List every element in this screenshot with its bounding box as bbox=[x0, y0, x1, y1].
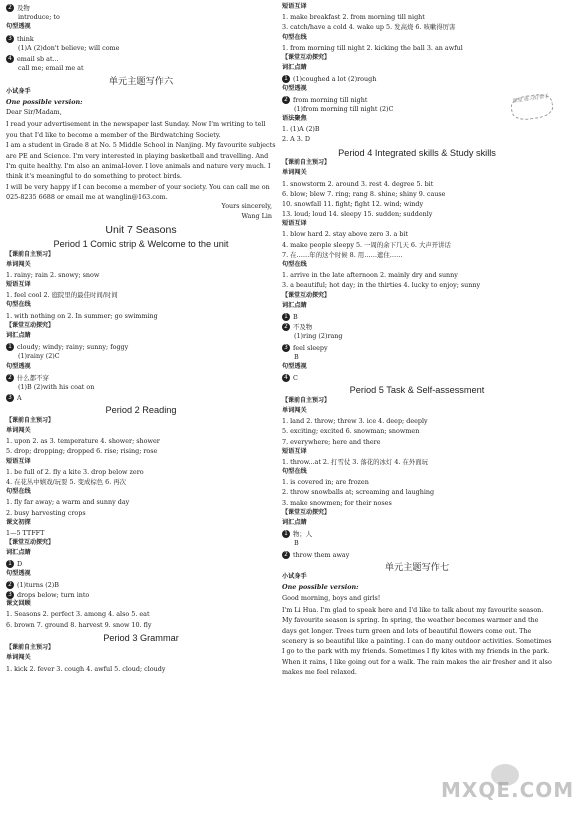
section-heading: 句型透视 bbox=[282, 84, 307, 92]
version-label: One possible version: bbox=[282, 583, 359, 592]
period-title: 单元主题写作七 bbox=[384, 561, 450, 572]
answer-line: 5. drop; dropping; dropped 6. rise; rising; rose bbox=[6, 447, 158, 456]
section-heading: 课文初探 bbox=[6, 518, 31, 526]
answer-line: 5. exciting; excited 6. snowman; snowmen bbox=[282, 427, 420, 436]
answer-line: 13. loud; loud 14. sleepy 15. sudden; suddenly bbox=[282, 210, 433, 219]
section-heading: 短语互译 bbox=[6, 457, 31, 465]
item-number-badge: 1 bbox=[282, 530, 290, 538]
answer-line: 1. fly far away; a warm and sunny day bbox=[6, 498, 130, 507]
answer-text: A bbox=[17, 394, 22, 403]
answer-stamp: 课堂 练习好帮手 bbox=[510, 92, 555, 122]
item-number-badge: 2 bbox=[6, 374, 14, 382]
item-number-badge: 3 bbox=[6, 35, 14, 43]
section-heading: 单词闯关 bbox=[6, 427, 31, 434]
period-title: 单元主题写作六 bbox=[108, 76, 174, 87]
answer-text: 不及物 bbox=[293, 323, 313, 332]
section-heading: 单词闯关 bbox=[6, 654, 31, 662]
answer-line: 1. rainy; rain 2. snowy; snow bbox=[6, 270, 100, 279]
answer-text: throw them away bbox=[293, 550, 350, 559]
answer-subline: introduce; to bbox=[18, 13, 60, 22]
period-title: Period 5 Task & Self-assessment bbox=[349, 385, 485, 396]
version-label: One possible version: bbox=[6, 98, 83, 106]
stage-label: 【课前自主预习】 bbox=[6, 644, 55, 652]
answer-line: 2. busy harvesting crops bbox=[6, 508, 86, 517]
period-title: Period 1 Comic strip & Welcome to the unit bbox=[53, 239, 229, 249]
answer-line: 1. upon 2. as 3. temperature 4. shower; shower bbox=[6, 437, 160, 446]
answer-line: 6. blow; blew 7. ring; rang 8. shine; shiny 9. cause bbox=[282, 189, 446, 198]
section-heading: 单词闯关 bbox=[6, 260, 31, 268]
answer-subline: (1)B (2)with his coat on bbox=[18, 382, 95, 391]
answer-line: 1. with nothing on 2. In summer; go swimming bbox=[6, 311, 158, 320]
essay-paragraph: I read your advertisement in the newspaper last Sunday. Now I'm writing to tell you that I'd like to become a member of the Birdwatching Society. bbox=[6, 120, 266, 139]
answer-subline: B bbox=[294, 539, 299, 548]
signature-line: Yours sincerely, bbox=[221, 201, 272, 210]
answer-line: Dear Sir/Madam, bbox=[6, 108, 62, 117]
period-title: Period 4 Integrated skills & Study skills bbox=[338, 147, 496, 158]
item-number-badge: 2 bbox=[282, 323, 290, 331]
answer-line: 7. everywhere; here and there bbox=[282, 437, 381, 446]
signature-line: Wang Lin bbox=[241, 211, 272, 220]
section-heading: 句型透视 bbox=[282, 362, 307, 370]
stage-label: 【课前自主预习】 bbox=[6, 416, 55, 424]
unit-title: Unit 7 Seasons bbox=[105, 224, 177, 236]
section-heading: 句型在线 bbox=[282, 261, 307, 268]
section-heading: 单词闯关 bbox=[282, 169, 307, 177]
answer-line: 4. make people sleepy 5. 一周的余下几天 6. 大声开讲话 bbox=[282, 240, 451, 249]
item-number-badge: 1 bbox=[282, 313, 290, 321]
answer-line: 1. blow hard 2. stay above zero 3. a bit bbox=[282, 230, 409, 239]
section-heading: 句型在线 bbox=[282, 33, 307, 41]
section-heading: 短语互译 bbox=[282, 3, 307, 10]
answer-item bbox=[282, 530, 552, 540]
answer-line: 1. land 2. throw; threw 3. ice 4. deep; deeply bbox=[282, 417, 428, 426]
answer-subline: (1)ring (2)rang bbox=[294, 332, 343, 341]
stage-label: 【课前自主预习】 bbox=[282, 159, 331, 167]
answer-text: 什么都不穿 bbox=[17, 373, 49, 382]
answer-line: 1. be full of 2. fly a kite 3. drop below zero bbox=[6, 467, 144, 476]
stage-label: 【课堂互动探究】 bbox=[282, 508, 331, 516]
answer-line: 1. (1)A (2)B bbox=[282, 125, 320, 134]
answer-item bbox=[282, 551, 552, 561]
item-number-badge: 3 bbox=[6, 591, 14, 599]
answer-text: (1)turns (2)B bbox=[17, 580, 59, 589]
item-number-badge: 3 bbox=[282, 344, 290, 352]
section-heading: 句型透视 bbox=[6, 362, 31, 370]
answer-text: D bbox=[17, 560, 23, 569]
section-heading: 句型透视 bbox=[6, 23, 31, 31]
section-heading: 句型在线 bbox=[6, 488, 31, 496]
answer-line: 1. kick 2. fever 3. cough 4. awful 5. cloud; cloudy bbox=[6, 664, 166, 673]
section-heading: 短语互译 bbox=[6, 281, 31, 289]
section-heading: 小试身手 bbox=[6, 87, 31, 95]
item-number-badge: 3 bbox=[6, 394, 14, 402]
answer-item bbox=[282, 374, 552, 384]
answer-item bbox=[282, 75, 552, 85]
answer-text: cloudy; windy; rainy; sunny; foggy bbox=[17, 343, 129, 352]
essay-paragraph: I'm Li Hua. I'm glad to speak here and I'd like to talk about my favourite season. My favourite season is spring. In spring, the weather becomes warmer and the days get longer. Trees turn green and lots of beautiful flowers come out. The scenery is so beautiful like a painting. I can do many outdoor activities. Sometimes I go to the park with my friends. Sometimes I fly kites with my friends in the park. When it rains, I like going out for a walk. The rain makes the air fresher and it also makes me feel relaxed. bbox=[282, 605, 552, 677]
left-column bbox=[6, 4, 276, 676]
answer-subline: call me; email me at bbox=[18, 64, 84, 73]
section-heading: 单词闯关 bbox=[282, 406, 307, 414]
answer-item bbox=[6, 394, 276, 404]
answer-line: 2. A 3. D bbox=[282, 135, 311, 144]
answer-line: 1. is covered in; are frozen bbox=[282, 478, 369, 487]
answer-item bbox=[6, 560, 276, 570]
answer-line: 1. throw...at 2. 打雪仗 3. 落花的冰灯 4. 在外面玩 bbox=[282, 457, 429, 466]
answer-item bbox=[282, 344, 552, 354]
answer-line: Good morning, boys and girls! bbox=[282, 593, 381, 602]
answer-text: feel sleepy bbox=[293, 343, 328, 352]
answer-subline: (1)A (2)don't believe; will come bbox=[18, 43, 120, 52]
answer-line: 1. feel cool 2. 庭院里的最佳时间/时间 bbox=[6, 291, 118, 300]
section-heading: 小试身手 bbox=[282, 573, 307, 581]
answer-subline: (1)rainy (2)C bbox=[18, 352, 60, 361]
answer-text: drops below; turn into bbox=[17, 591, 90, 599]
answer-line: 10. snowfall 11. fight; fight 12. wind; windy bbox=[282, 199, 424, 208]
item-number-badge: 2 bbox=[6, 4, 14, 12]
answer-line: 4. 在花丛中嬉戏/玩耍 5. 变成棕色 6. 再次 bbox=[6, 477, 127, 486]
stage-label: 【课前自主预习】 bbox=[282, 396, 331, 404]
stage-label: 【课堂互动探究】 bbox=[282, 53, 331, 61]
section-heading: 词汇点睛 bbox=[282, 64, 307, 72]
answer-text: (1)coughed a lot (2)rough bbox=[293, 75, 377, 84]
answer-text: 物；人 bbox=[293, 530, 313, 539]
section-heading: 短语互译 bbox=[282, 220, 307, 228]
section-heading: 词汇点睛 bbox=[6, 332, 31, 339]
answer-text: C bbox=[293, 374, 298, 383]
stage-label: 【课堂互动探究】 bbox=[6, 539, 55, 547]
answer-line: 6. brown 7. ground 8. harvest 9. snow 10. fly bbox=[6, 620, 152, 629]
item-number-badge: 2 bbox=[282, 551, 290, 559]
stage-label: 【课堂互动探究】 bbox=[282, 291, 331, 299]
answer-line: 1. arrive in the late afternoon 2. mainly dry and sunny bbox=[282, 271, 458, 280]
answer-text: B bbox=[293, 312, 298, 321]
answer-line: 1. from morning till night 2. kicking the ball 3. an awful bbox=[282, 43, 463, 52]
section-heading: 词汇点睛 bbox=[282, 301, 307, 309]
item-number-badge: 1 bbox=[282, 75, 290, 83]
watermark-text: MXQE.COM bbox=[441, 778, 574, 802]
answer-line: 7. 在……年的这个时候 8. 用……遮住…… bbox=[282, 250, 403, 259]
answer-subline: (1)from morning till night (2)C bbox=[294, 104, 394, 113]
answer-subline: B bbox=[294, 352, 299, 361]
answer-item bbox=[6, 581, 276, 591]
answer-line: 1. snowstorm 2. around 3. rest 4. degree 5. bit bbox=[282, 179, 434, 188]
section-heading: 课文回顾 bbox=[6, 600, 31, 608]
period-title: Period 2 Reading bbox=[105, 405, 177, 416]
stage-label: 【课前自主预习】 bbox=[6, 250, 55, 258]
item-number-badge: 2 bbox=[282, 96, 290, 104]
item-number-badge: 1 bbox=[6, 343, 14, 351]
item-number-badge: 4 bbox=[6, 55, 14, 63]
period-title: Period 3 Grammar bbox=[103, 632, 179, 643]
essay-paragraph: I am a student in Grade 8 at No. 5 Middle School in Nanjing. My favourite subjects are PE and Science. I'm very interested in playing basketball and travelling. And I'm quite healthy. I'm also an animal-lover. I love animals and nature very much. I think it's meaningful to do something to protect birds. bbox=[6, 141, 276, 181]
item-number-badge: 1 bbox=[6, 560, 14, 568]
answer-line: 3. a beautiful; hot day; in the thirties 4. lucky to enjoy; sunny bbox=[282, 281, 481, 290]
answer-item bbox=[282, 313, 552, 323]
section-heading: 句型在线 bbox=[6, 301, 31, 309]
answer-text: think bbox=[17, 34, 34, 43]
section-heading: 词汇点睛 bbox=[6, 549, 31, 557]
answer-item bbox=[6, 591, 276, 601]
stage-label: 【课堂互动探究】 bbox=[6, 321, 55, 329]
answer-line: 2. throw snowballs at; screaming and laughing bbox=[282, 488, 435, 497]
section-heading: 句型透视 bbox=[6, 569, 31, 577]
section-heading: 句型在线 bbox=[282, 468, 307, 476]
answer-text: email sb at... bbox=[17, 54, 59, 63]
answer-line: 1. Seasons 2. perfect 3. among 4. also 5. eat bbox=[6, 610, 150, 619]
answer-text: from morning till night bbox=[293, 95, 368, 104]
answer-line: 3. make snowmen; for their noses bbox=[282, 498, 392, 507]
answer-line: 3. catch/have a cold 4. wake up 5. 发高烧 6. 咳嗽得厉害 bbox=[282, 23, 456, 32]
answer-line: 1—5 TTFFT bbox=[6, 528, 45, 537]
answer-text: 及物 bbox=[17, 4, 30, 12]
section-heading: 短语互译 bbox=[282, 447, 307, 455]
section-heading: 词汇点睛 bbox=[282, 519, 307, 526]
answer-line: 1. make breakfast 2. from morning till night bbox=[282, 13, 425, 22]
item-number-badge: 2 bbox=[6, 581, 14, 589]
section-heading: 语法聚焦 bbox=[282, 115, 307, 123]
essay-paragraph: I will be very happy if I can become a member of your society. You can call me on 025-8235 6688 or email me at wanglin@163.com. bbox=[6, 182, 270, 202]
item-number-badge: 4 bbox=[282, 374, 290, 382]
